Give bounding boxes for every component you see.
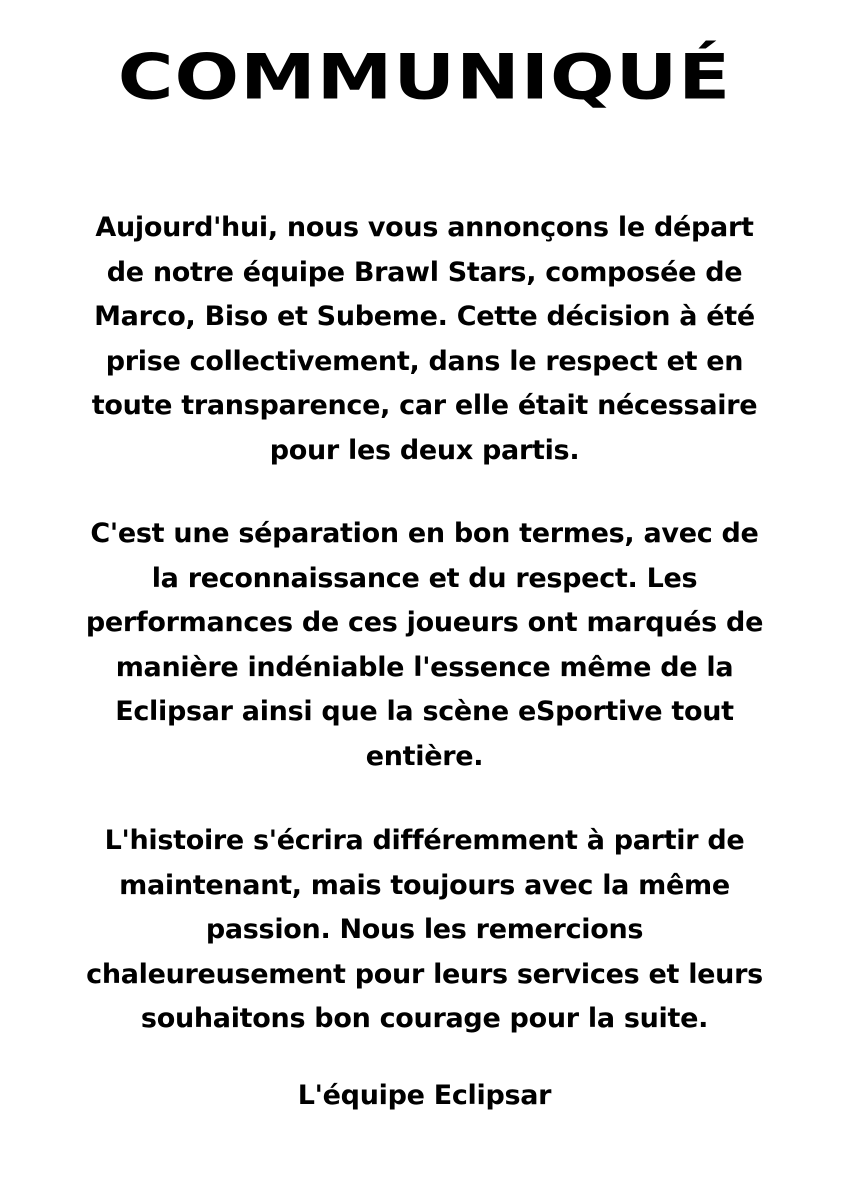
text-line: la reconnaissance et du respect. Les [151, 562, 698, 594]
text-line: entière. [365, 740, 484, 772]
paragraph-thanks [55, 819, 794, 1042]
document-title: COMMUNIQUÉ [117, 40, 732, 114]
text-line: manière indéniable l'essence même de la [115, 651, 734, 683]
text-line: passion. Nous les remercions [205, 914, 644, 946]
text-line: performances de ces joueurs ont marqués de [85, 607, 764, 639]
text-line: pour les deux partis. [269, 434, 580, 466]
text-line: Eclipsar ainsi que la scène eSportive tout [115, 696, 734, 728]
text-line: souhaitons bon courage pour la suite. [140, 1003, 709, 1035]
text-line: toute transparence, car elle était nécessaire [91, 390, 758, 422]
text-line: Aujourd'hui, nous vous annonçons le départ [95, 212, 754, 243]
text-line: chaleureusement pour leurs services et leurs [86, 958, 763, 990]
text-line: de notre équipe Brawl Stars, composée de [106, 256, 743, 288]
signature: L'équipe Eclipsar [297, 1080, 552, 1111]
text-line: L'histoire s'écrira différemment à partir de [104, 825, 745, 856]
paragraph-separation [55, 512, 794, 780]
text-line: C'est une séparation en bon termes, avec de [90, 518, 759, 549]
text-line: prise collectivement, dans le respect et en [105, 345, 744, 377]
paragraph-announcement [55, 206, 794, 474]
text-line: maintenant, mais toujours avec la même [119, 869, 730, 901]
text-line: Marco, Biso et Subeme. Cette décision à été [94, 301, 755, 333]
